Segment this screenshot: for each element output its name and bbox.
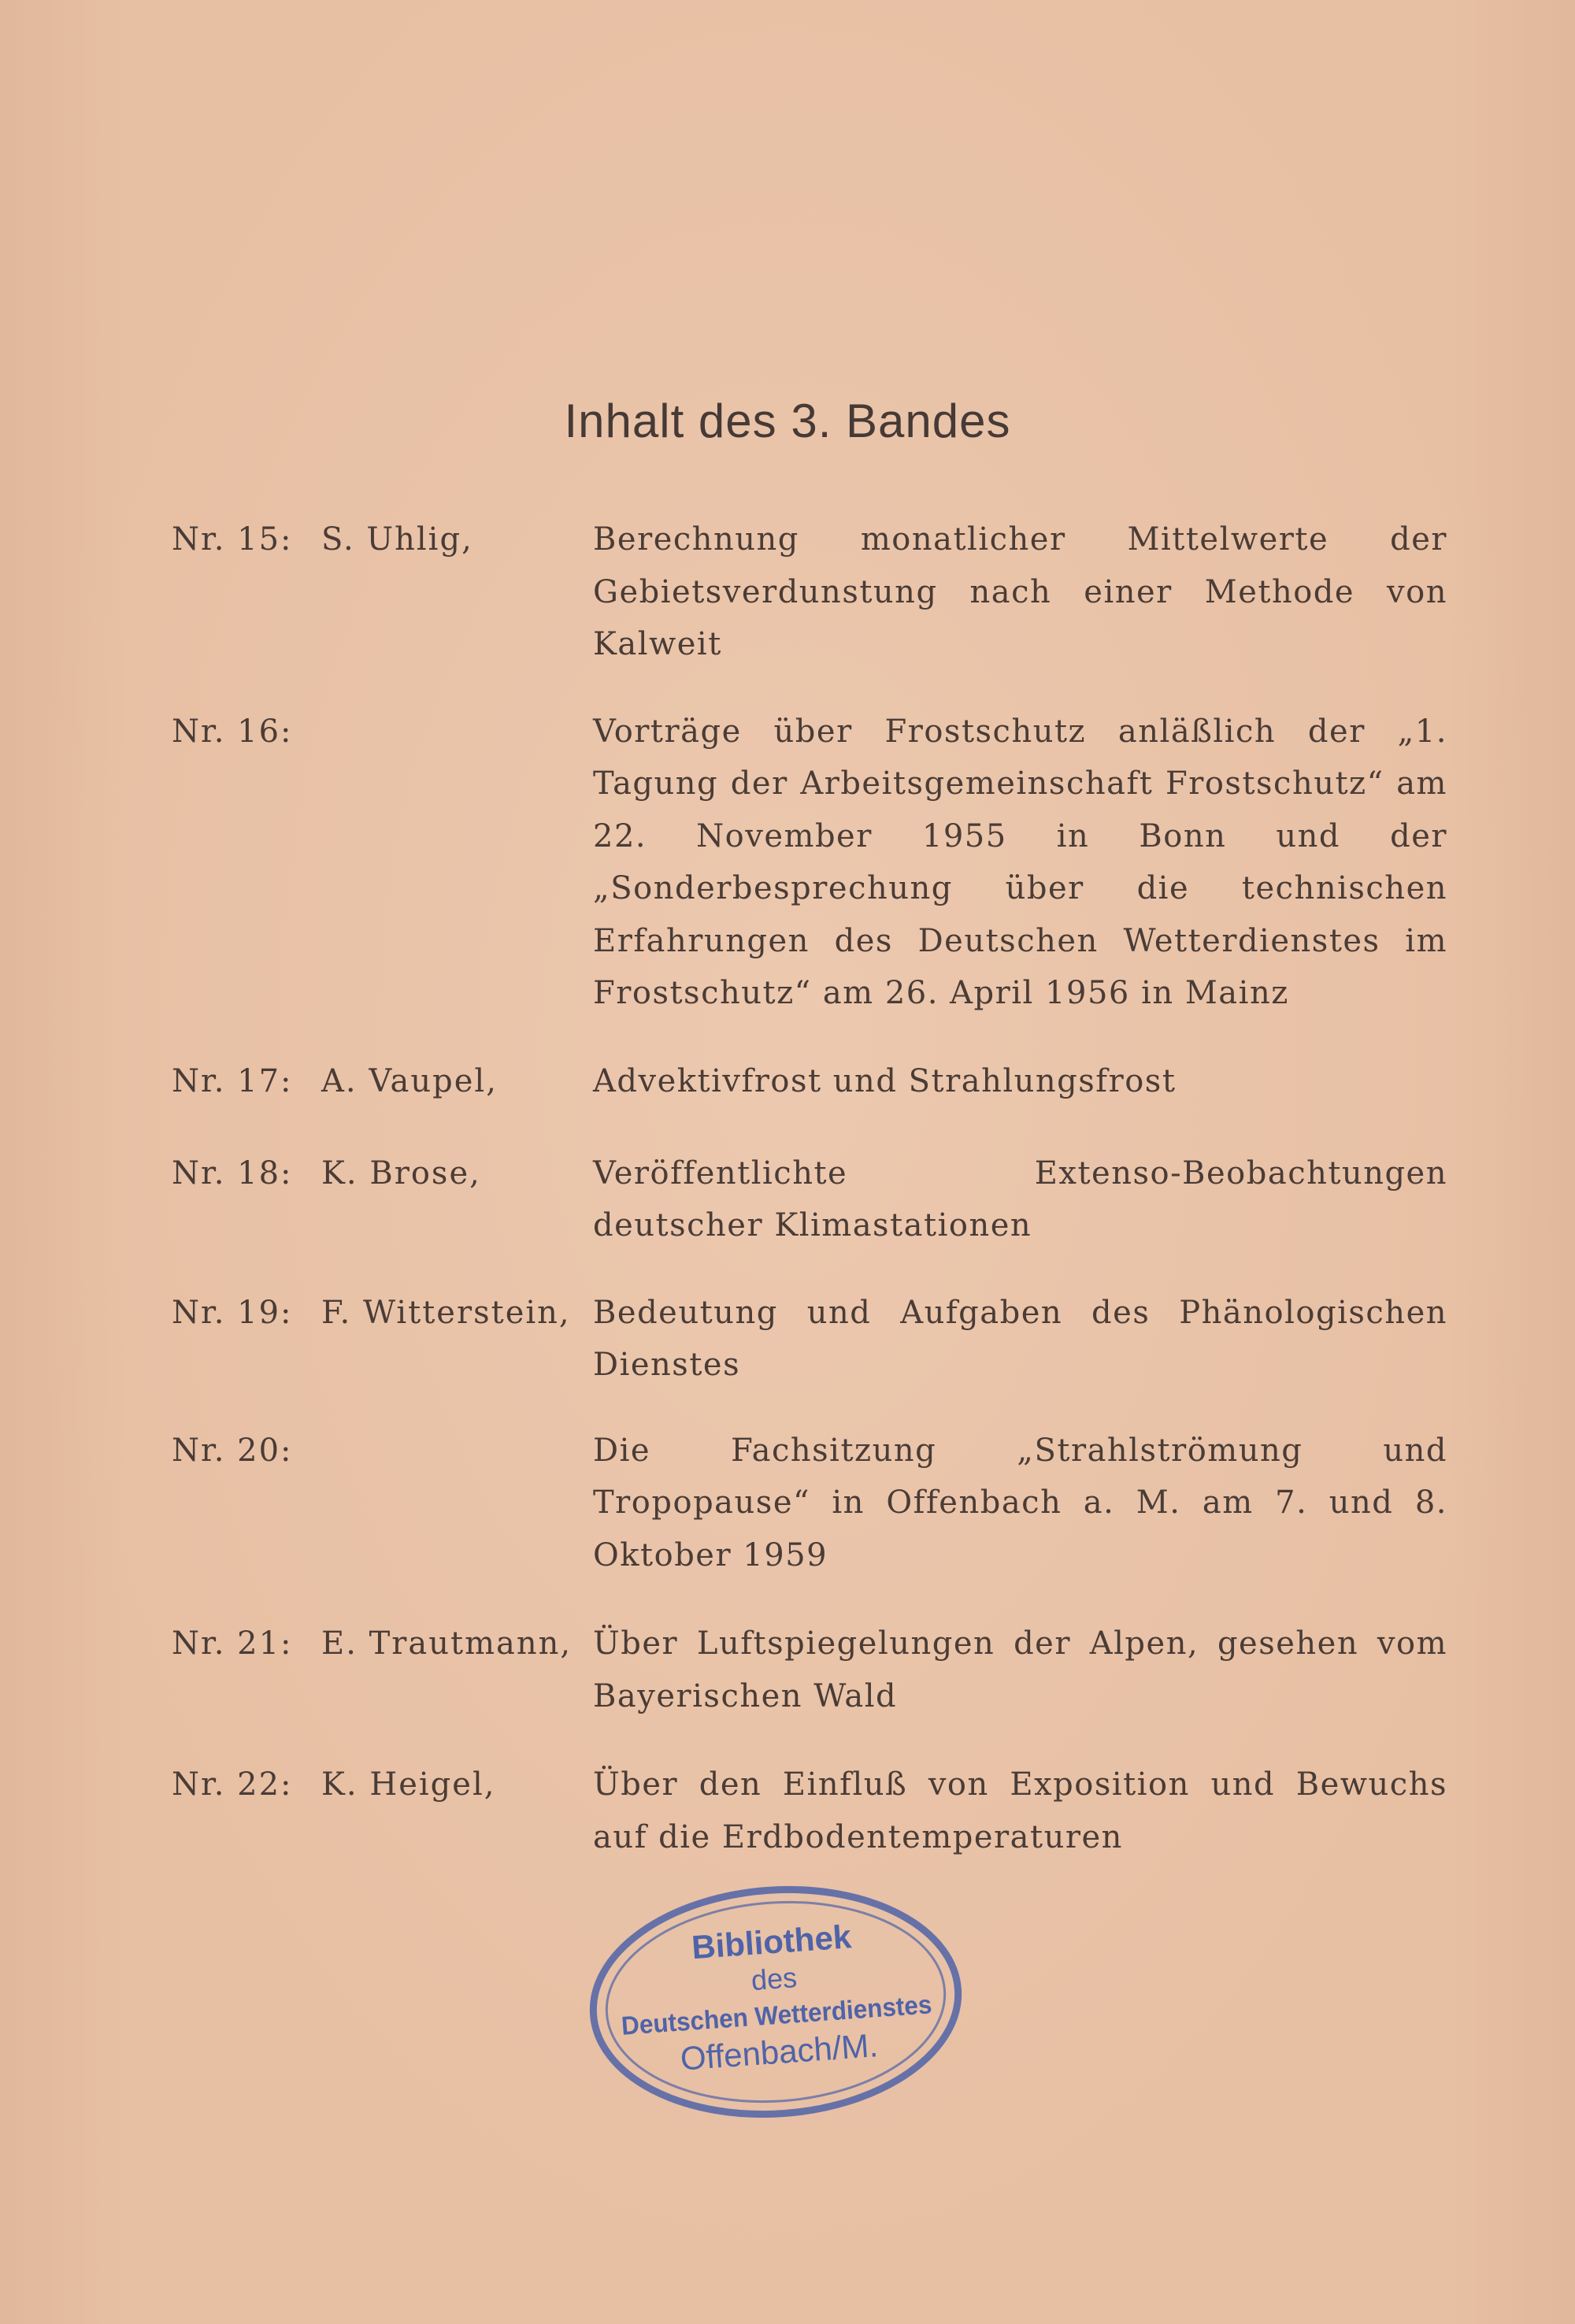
entry-title: Advektivfrost und Strahlungsfrost	[593, 1062, 1177, 1099]
entry-number: Nr. 19:	[172, 1294, 293, 1331]
contents-entry	[172, 1759, 1447, 1863]
contents-entry	[172, 1425, 1447, 1582]
entry-title: Die Fachsitzung „Strahlströmung und Tropopause“ in Offenbach a. M. am 7. und 8. Oktober 1959	[593, 1432, 1447, 1573]
entry-number: Nr. 15:	[172, 521, 293, 558]
contents-entry	[172, 706, 1447, 1020]
stamp-line-2: des	[750, 1961, 799, 1997]
entry-author: K. Brose,	[321, 1155, 481, 1192]
page-title: Inhalt des 3. Bandes	[564, 395, 1011, 447]
entry-number: Nr. 20:	[172, 1432, 293, 1469]
contents-entry	[172, 1287, 1447, 1392]
entry-author: A. Vaupel,	[321, 1062, 498, 1099]
entry-title: Berechnung monatlicher Mittelwerte der Gebietsverdunstung nach einer Methode von Kalweit	[593, 521, 1447, 662]
stamp-line-4: Offenbach/M.	[679, 2026, 880, 2078]
entry-author: S. Uhlig,	[321, 521, 473, 558]
contents-list	[172, 513, 1447, 1863]
entry-title: Bedeutung und Aufgaben des Phänologischen Dienstes	[593, 1294, 1447, 1383]
entry-author: F. Witterstein,	[321, 1294, 571, 1331]
entry-title: Über den Einfluß von Exposition und Bewuchs auf die Erdbodentemperaturen	[593, 1766, 1447, 1855]
library-stamp	[583, 1878, 969, 2126]
entry-author: K. Heigel,	[321, 1766, 496, 1803]
entry-title: Veröffentlichte Extenso-Beobachtungen deutscher Klimastationen	[593, 1155, 1447, 1244]
stamp-line-3: Deutschen Wetterdienstes	[620, 1988, 948, 2040]
contents-entry	[172, 1618, 1447, 1722]
entry-number: Nr. 22:	[172, 1766, 293, 1803]
entry-author: E. Trautmann,	[321, 1625, 573, 1662]
contents-entry	[172, 1055, 1447, 1108]
entry-number: Nr. 21:	[172, 1625, 293, 1662]
entry-number: Nr. 17:	[172, 1062, 293, 1099]
entry-title: Über Luftspiegelungen der Alpen, gesehen vom Bayerischen Wald	[593, 1625, 1447, 1714]
entry-number: Nr. 16:	[172, 713, 293, 750]
contents-entry	[172, 513, 1447, 671]
stamp-graphic	[583, 1878, 969, 2126]
contents-entry	[172, 1147, 1447, 1252]
entry-number: Nr. 18:	[172, 1155, 293, 1192]
entry-title: Vorträge über Frostschutz anläßlich der „1. Tagung der Arbeitsgemeinschaft Frostschutz“ am 22. November 1955 in Bonn und der „Sonderbesprechung über die technischen Erfahrungen des Deutschen Wetterdienstes im Frostschutz“ am 26. April 1956 in Mainz	[593, 713, 1447, 1011]
stamp-line-1: Bibliothek	[690, 1918, 853, 1966]
